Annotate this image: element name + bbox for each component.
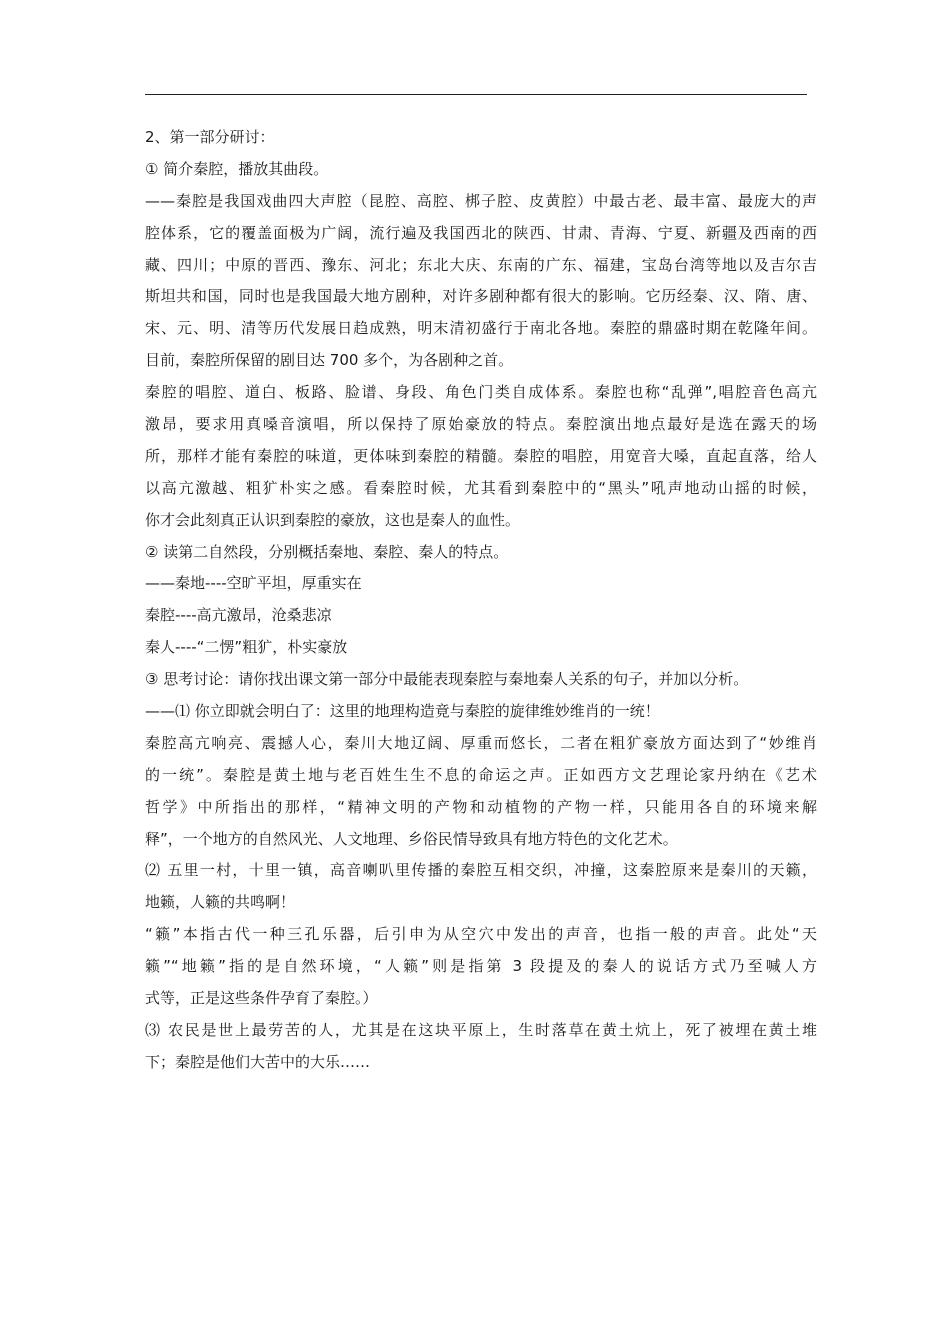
paragraph-line: 哲学》中所指出的那样，“精神文明的产物和动植物的产物一样，只能用各自的环境来解 bbox=[145, 797, 817, 816]
paragraph-line: “籁”本指古代一种三孔乐器，后引申为从空穴中发出的声音，也指一般的声音。此处“天 bbox=[145, 925, 817, 944]
quote-line: ⑶ 农民是世上最劳苦的人，尤其是在这块平原上，生时落草在黄土炕上，死了被埋在黄土堆 bbox=[145, 1020, 817, 1039]
quote-line: 地籁，人籁的共鸣啊！ bbox=[145, 893, 296, 912]
item-1-heading: ① 简介秦腔，播放其曲段。 bbox=[145, 159, 329, 178]
paragraph-line: 释”，一个地方的自然风光、人文地理、乡俗民情导致具有地方特色的文化艺术。 bbox=[145, 829, 678, 848]
paragraph-line: 目前，秦腔所保留的剧目达 700 多个，为各剧种之首。 bbox=[145, 351, 514, 370]
paragraph-line: 你才会此刻真正认识到秦腔的豪放，这也是秦人的血性。 bbox=[145, 510, 521, 529]
section-heading: 2、第一部分研讨： bbox=[145, 128, 275, 146]
paragraph-line: 以高亢激越、粗犷朴实之感。看秦腔时候，尤其看到秦腔中的“黑头”吼声地动山摇的时候， bbox=[145, 478, 817, 497]
item-2-heading: ② 读第二自然段，分别概括秦地、秦腔、秦人的特点。 bbox=[145, 542, 509, 561]
paragraph-line: 激昂，要求用真嗓音演唱，所以保持了原始豪放的特点。秦腔演出地点最好是选在露天的场 bbox=[145, 415, 817, 434]
paragraph-line: 所，那样才能有秦腔的味道，更体味到秦腔的精髓。秦腔的唱腔，用宽音大嗓，直起直落，给人 bbox=[145, 446, 817, 465]
quote-line: ⑵ 五里一村，十里一镇，高音喇叭里传播的秦腔互相交织，冲撞，这秦腔原来是秦川的天籁， bbox=[145, 861, 817, 880]
quote-line: ——⑴ 你立即就会明白了：这里的地理构造竟与秦腔的旋律维妙维肖的一统！ bbox=[145, 702, 660, 721]
paragraph-line: 斯坦共和国，同时也是我国最大地方剧种，对许多剧种都有很大的影响。它历经秦、汉、隋、唐、 bbox=[145, 287, 817, 306]
quote-line: 下；秦腔是他们大苦中的大乐…… bbox=[145, 1052, 371, 1071]
answer-line: 秦人----“二愣”粗犷，朴实豪放 bbox=[145, 638, 348, 657]
paragraph-line: 籁”“地籁”指的是自然环境，“人籁”则是指第 3 段提及的秦人的说话方式乃至喊人方 bbox=[145, 957, 817, 976]
header-rule bbox=[145, 94, 807, 95]
paragraph-line: 腔体系，它的覆盖面极为广阔，流行遍及我国西北的陕西、甘肃、青海、宁夏、新疆及西南的西 bbox=[145, 223, 817, 242]
paragraph-line: 的一统”。秦腔是黄土地与老百姓生生不息的命运之声。正如西方文艺理论家丹纳在《艺术 bbox=[145, 765, 817, 784]
answer-line: 秦腔----高亢激昂，沧桑悲凉 bbox=[145, 606, 332, 625]
paragraph-line: ——秦腔是我国戏曲四大声腔（昆腔、高腔、梆子腔、皮黄腔）中最古老、最丰富、最庞大的声 bbox=[145, 191, 817, 210]
paragraph-line: 宋、元、明、清等历代发展日趋成熟，明末清初盛行于南北各地。秦腔的鼎盛时期在乾隆年间。 bbox=[145, 319, 817, 338]
paragraph-line: 藏、四川；中原的晋西、豫东、河北；东北大庆、东南的广东、福建，宝岛台湾等地以及吉尔吉 bbox=[145, 255, 817, 274]
answer-line: ——秦地----空旷平坦，厚重实在 bbox=[145, 574, 362, 593]
paragraph-line: 秦腔高亢响亮、震撼人心，秦川大地辽阔、厚重而悠长，二者在粗犷豪放方面达到了“妙维肖 bbox=[145, 733, 817, 752]
item-3-heading: ③ 思考讨论：请你找出课文第一部分中最能表现秦腔与秦地秦人关系的句子，并加以分析。 bbox=[145, 670, 749, 689]
paragraph-line: 秦腔的唱腔、道白、板路、脸谱、身段、角色门类自成体系。秦腔也称“乱弹”,唱腔音色高亢 bbox=[145, 383, 817, 402]
paragraph-line: 式等，正是这些条件孕育了秦腔。） bbox=[145, 989, 378, 1008]
document-body bbox=[145, 122, 817, 1079]
